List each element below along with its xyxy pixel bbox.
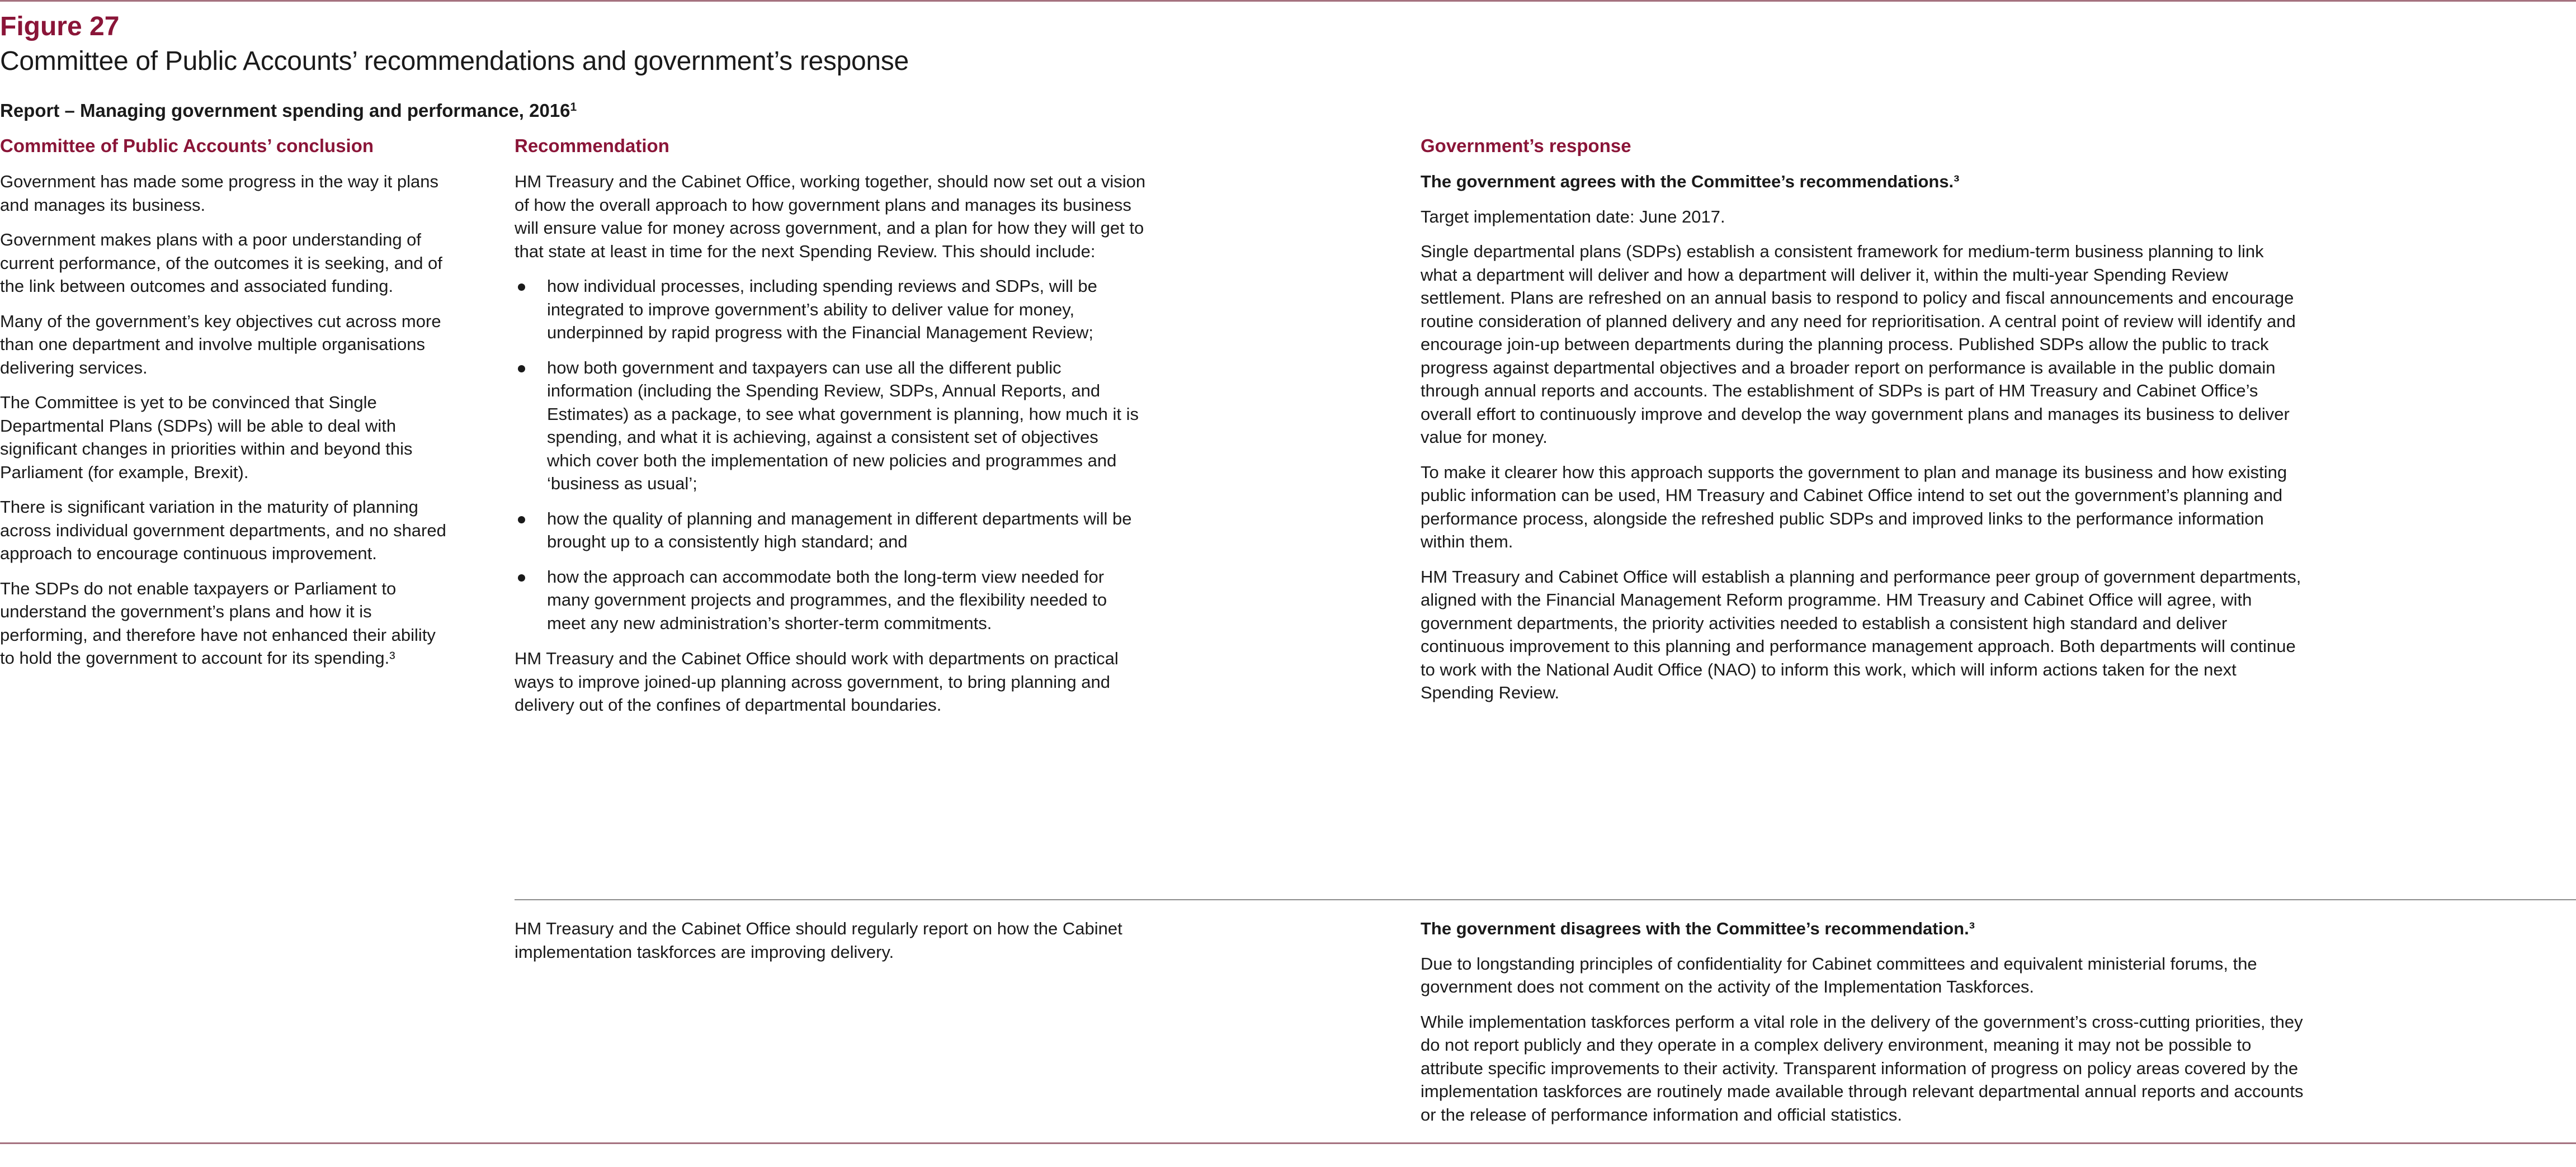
bullet-text: how individual processes, including spending reviews and SDPs, will be integrated to improve government’s ability to deliver value for money, underpinned by rapid progress with the Financial Management Review; (547, 276, 1097, 342)
conclusion-paragraph: There is significant variation in the maturity of planning across individual government departments, and no shared approach to encourage continuous improvement. (0, 497, 446, 563)
second-recommendation-column (515, 917, 1147, 975)
bullet-dot-icon (518, 516, 525, 523)
conclusion-paragraph: Many of the government’s key objectives cut across more than one department and involve multiple organisations delivering services. (0, 311, 441, 377)
recommendation-heading: Recommendation (515, 135, 669, 156)
figure-label: Figure 27 (0, 12, 120, 41)
recommendation-intro: HM Treasury and the Cabinet Office, working together, should now set out a vision of how the overall approach to how government plans and manages its business will ensure value for money across government, and a plan for how they will get to that state at least in time for the next Spending Review. This should include: (515, 172, 1146, 261)
row-divider (515, 899, 2576, 900)
report-title-text: Report – Managing government spending and performance, 2016 (0, 100, 570, 121)
second-recommendation: HM Treasury and the Cabinet Office should regularly report on how the Cabinet implementation taskforces are improving delivery. (515, 919, 1122, 962)
bottom-rule (0, 1142, 2576, 1144)
figure-title: Committee of Public Accounts’ recommendations and government’s response (0, 46, 909, 76)
conclusion-paragraph: Government makes plans with a poor understanding of current performance, of the outcomes it is seeking, and of the link between outcomes and associated funding. (0, 230, 442, 296)
conclusion-column (0, 134, 447, 682)
bullet-text: how the approach can accommodate both the long-term view needed for many government projects and programmes, and the flexibility needed to meet any new administration’s shorter-term commitments. (547, 566, 1107, 633)
response-disagrees: The government disagrees with the Committee’s recommendation.³ (1421, 919, 1975, 938)
bullet-item (515, 356, 1147, 495)
bullet-text: how both government and taxpayers can use all the different public information (including the Spending Review, SDPs, Annual Reports, and Estimates) as a package, to see what government is planning, how much it is spending, and what it is achieving, against a consistent set of objectives which cover both the implementation of new policies and programmes and ‘business as usual’; (547, 357, 1139, 493)
response-agrees: The government agrees with the Committee’s recommendations.³ (1421, 172, 1960, 191)
bullet-dot-icon (518, 365, 525, 372)
second-response-paragraph: Due to longstanding principles of confidentiality for Cabinet committees and equivalent ministerial forums, the government does not comment on the activity of the Implementation Taskforces. (1421, 953, 2257, 996)
bullet-text: how the quality of planning and management in different departments will be brought up to a consistently high standard; and (547, 508, 1132, 551)
bullet-dot-icon (518, 284, 525, 291)
report-title (0, 95, 577, 123)
response-paragraph: Single departmental plans (SDPs) establish a consistent framework for medium-term business planning to link what a department will deliver and how a department will deliver it, within the multi-year Spending Review settlement. Plans are refreshed on an annual basis to respond to policy and fiscal announcements and encourage routine consideration of planned delivery and any need for reprioritisation. A central point of review will identify and encourage join-up between departments during the planning process. Published SDPs allow the public to track progress against departmental objectives and a broader report on performance is available in the public domain through annual reports and accounts. The establishment of SDPs is part of HM Treasury and Cabinet Office’s overall effort to continuously improve and develop the way government plans and manages its business to deliver value for money. (1421, 242, 2296, 447)
recommendation-bullet-list (515, 275, 1147, 635)
second-response-column (1421, 917, 2304, 1138)
conclusion-paragraph: Government has made some progress in the way it plans and manages its business. (0, 172, 438, 215)
response-paragraph: HM Treasury and Cabinet Office will establish a planning and performance peer group of government departments, aligned with the Financial Management Reform programme. HM Treasury and Cabinet Office will agree, with government departments, the priority activities needed to establish a consistent high standard and deliver continuous improvement to this planning and performance management approach. Both departments will continue to work with the National Audit Office (NAO) to inform this work, which will inform actions taken for the next Spending Review. (1421, 566, 2301, 702)
bullet-item (515, 507, 1147, 554)
response-paragraph: To make it clearer how this approach supports the government to plan and manage its business and how existing public information can be used, HM Treasury and Cabinet Office intend to set out the government’s planning and performance process, alongside the refreshed public SDPs and improved links to the performance information within them. (1421, 462, 2287, 551)
response-column (1421, 134, 2304, 716)
conclusion-heading: Committee of Public Accounts’ conclusion (0, 135, 374, 156)
conclusion-paragraph: The Committee is yet to be convinced that Single Departmental Plans (SDPs) will be able to deal with significant changes in priorities within and beyond this Parliament (for example, Brexit). (0, 393, 413, 482)
recommendation-closing: HM Treasury and the Cabinet Office should work with departments on practical ways to improve joined-up planning across government, to bring planning and delivery out of the confines of departmental boundaries. (515, 649, 1119, 715)
response-target-date: Target implementation date: June 2017. (1421, 206, 1725, 226)
recommendation-column (515, 134, 1147, 729)
second-response-paragraph: While implementation taskforces perform a vital role in the delivery of the government’s cross-cutting priorities, they do not report publicly and they operate in a complex delivery environment, meaning it may not be possible to attribute specific improvements to their activity. Transparent information of progress on policy areas covered by the implementation taskforces are routinely made available through relevant departmental annual reports and accounts or the release of performance information and official statistics. (1421, 1012, 2304, 1125)
bullet-item (515, 565, 1147, 635)
top-rule (0, 0, 2576, 2)
response-heading: Government’s response (1421, 135, 1631, 156)
bullet-dot-icon (518, 574, 525, 582)
bullet-item (515, 275, 1147, 344)
report-footnote-marker: 1 (570, 101, 577, 114)
conclusion-paragraph: The SDPs do not enable taxpayers or Parliament to understand the government’s plans and how it is performing, and therefore have not enhanced their ability to hold the government to account for its spending.³ (0, 578, 436, 668)
